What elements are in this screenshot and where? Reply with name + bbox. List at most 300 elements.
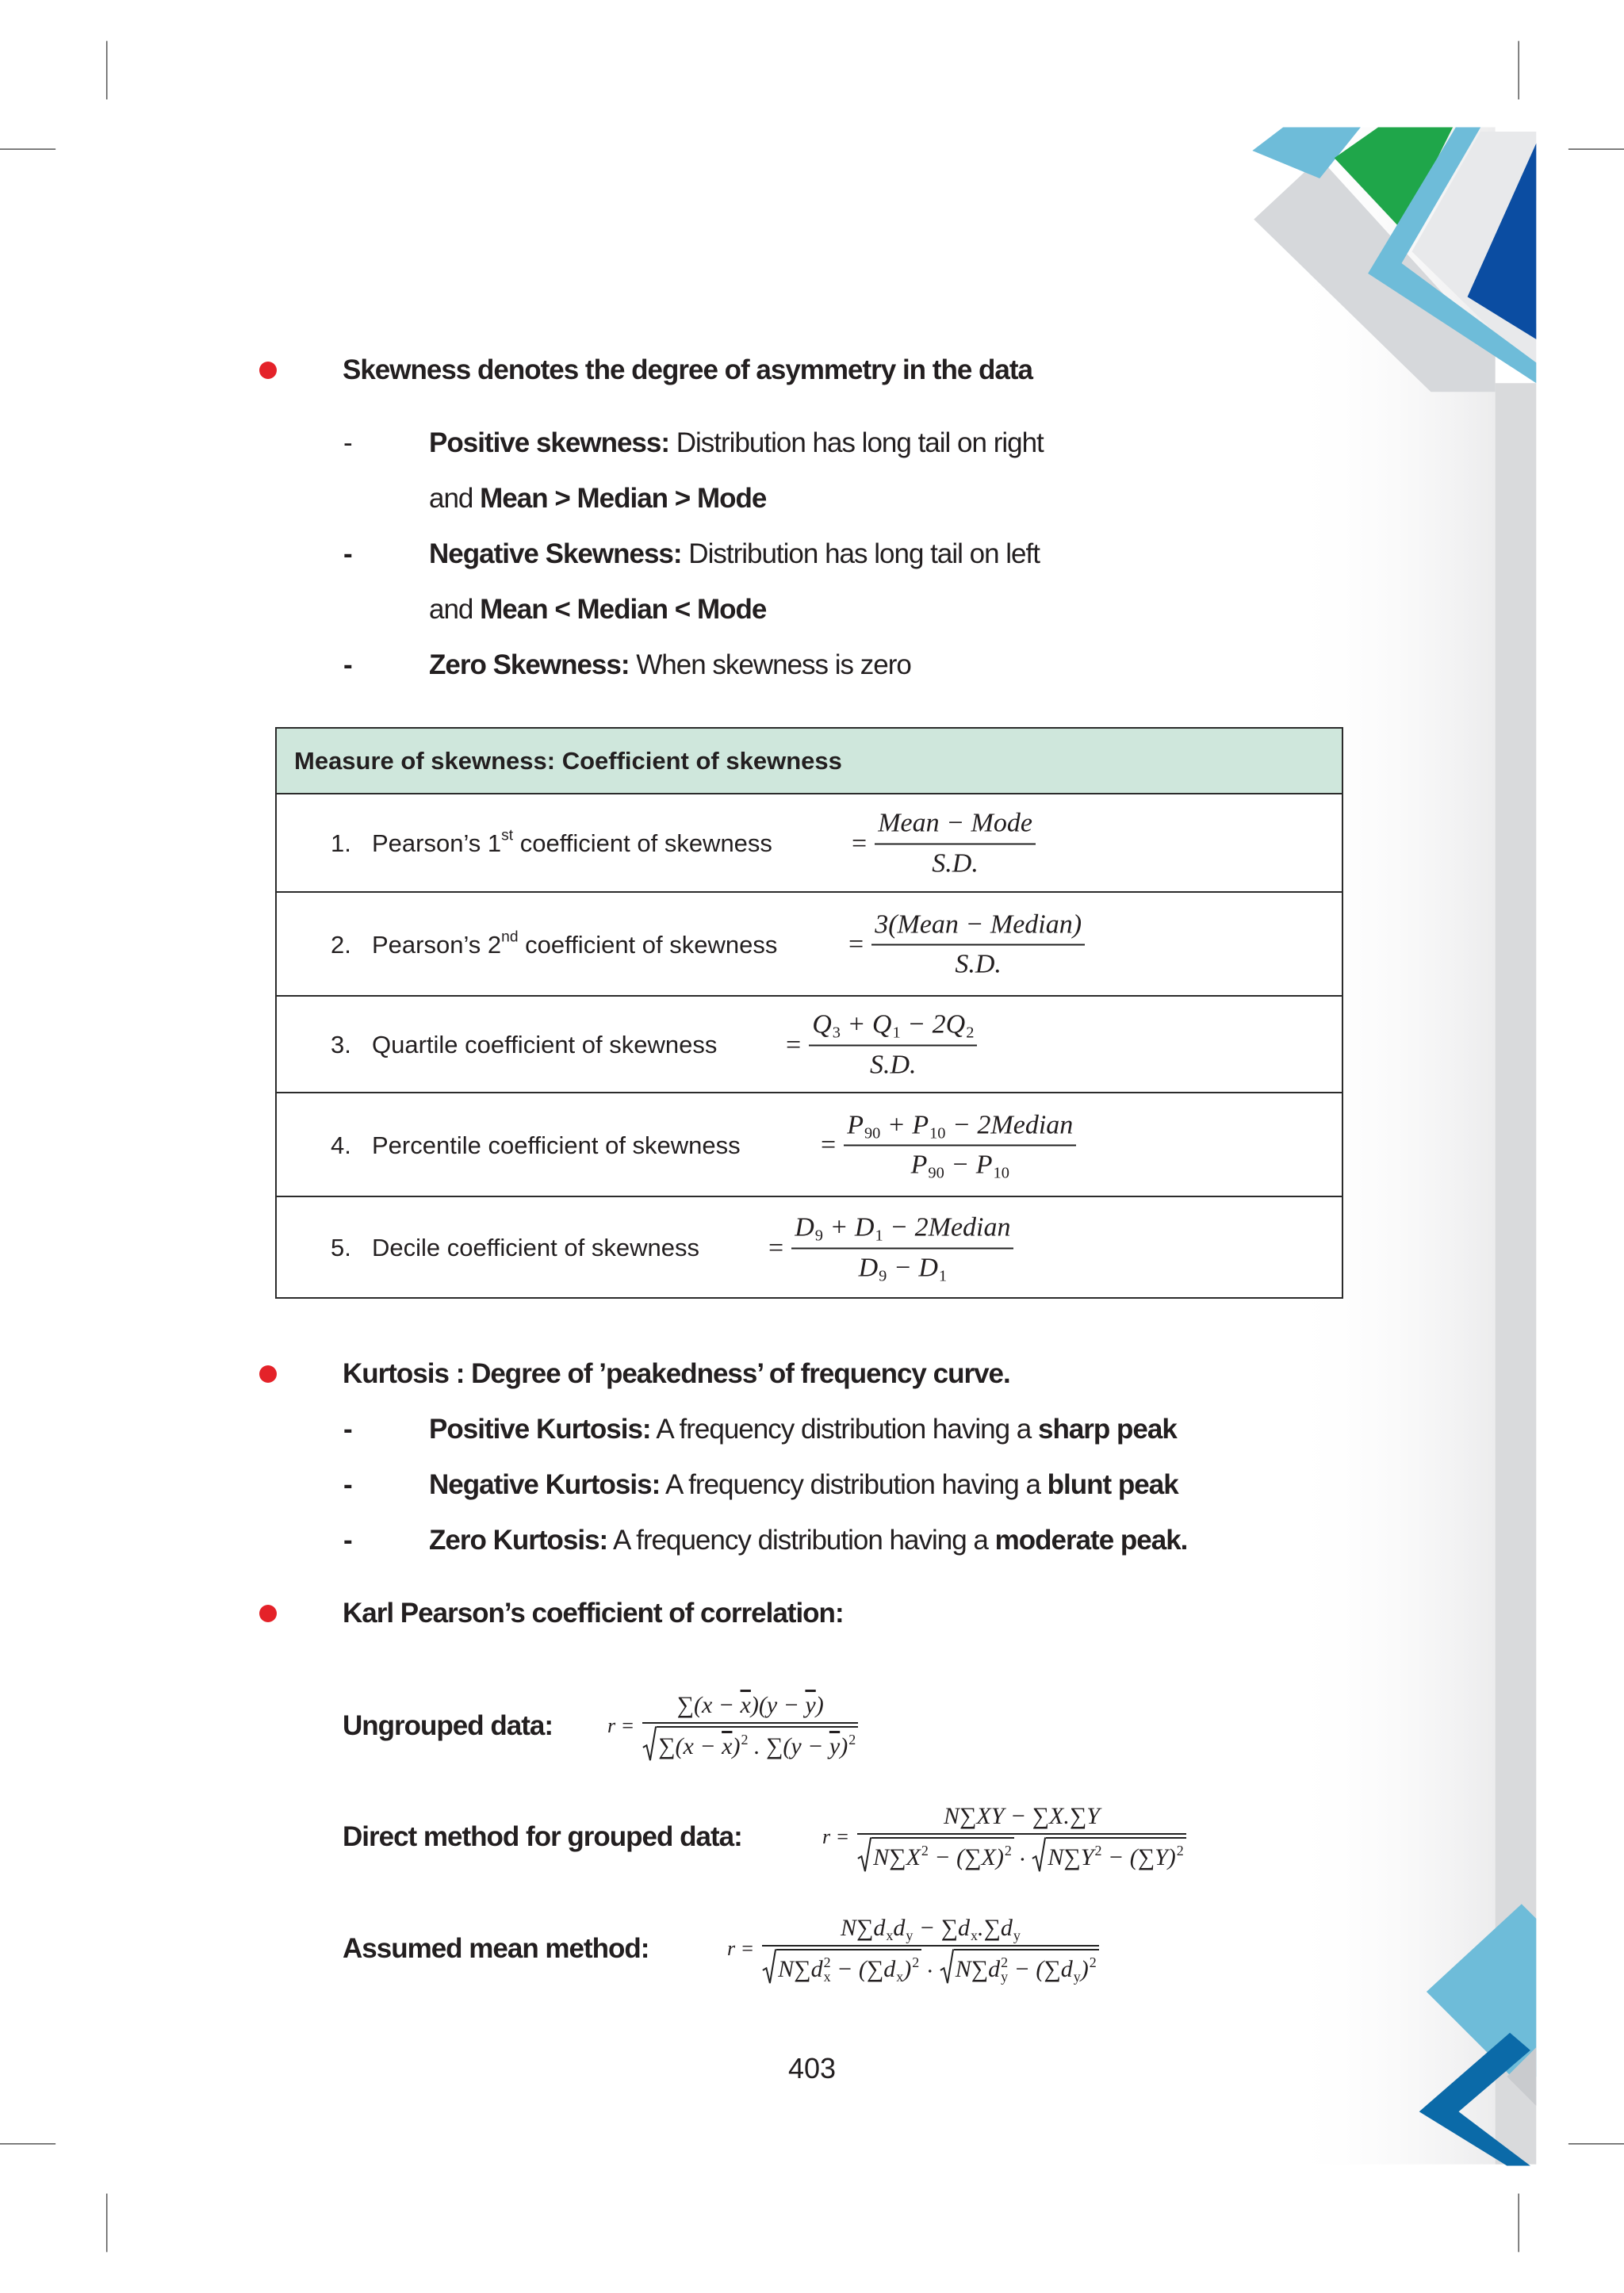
formula-symbol — [872, 1009, 901, 1043]
formula-text: ∑(x − — [676, 1691, 741, 1718]
formula-subscript: 90 — [928, 1164, 944, 1182]
formula-subscript: x — [896, 1968, 904, 1985]
formula-superscript — [879, 1252, 887, 1268]
formula-base: d — [1060, 1956, 1073, 1983]
formula-subscript: x — [886, 1927, 894, 1943]
formula-superscript: 2 — [1001, 1954, 1009, 1970]
kurtosis-heading: Kurtosis : Degree of ’peakedness’ of frequency curve. — [343, 1358, 1010, 1389]
table-row — [277, 1196, 1342, 1299]
formula-superscript: 2 — [848, 1731, 856, 1748]
formula-subscript — [1177, 1858, 1184, 1872]
formula-scripts — [875, 1212, 883, 1244]
table-row — [277, 793, 1342, 893]
row-name-superscript: st — [501, 827, 514, 844]
formula-base: Y — [1080, 1844, 1094, 1871]
fraction-numerator — [875, 807, 1036, 844]
formula-base: d — [810, 1956, 823, 1983]
formula-superscript: 2 — [823, 1954, 831, 1970]
formula-subscript: 9 — [879, 1267, 887, 1285]
formula-scripts — [929, 1109, 945, 1142]
item-text: Distribution has long tail on right — [676, 427, 1044, 458]
formula-lhs: r = — [822, 1825, 850, 1848]
item-text: When skewness is zero — [636, 649, 911, 680]
formula-text: 3(Mean − Median) — [875, 909, 1082, 939]
formula-symbol — [812, 1009, 841, 1043]
formula — [642, 1690, 858, 1763]
formula-symbol — [1081, 1954, 1097, 1985]
formula-base: Q — [812, 1009, 832, 1039]
formula-base: D — [795, 1212, 814, 1242]
formula-subscript: x — [823, 1968, 831, 1985]
formula-symbol — [722, 1731, 732, 1762]
formula-text: + — [880, 1110, 913, 1139]
formula-subscript — [1005, 1858, 1012, 1872]
formula-text: N∑ — [955, 1956, 989, 1983]
table-header — [277, 729, 1342, 793]
formula-text: − 2Median — [883, 1212, 1011, 1242]
equals-sign: = — [768, 1233, 784, 1262]
formula-text: N∑ — [1048, 1844, 1081, 1871]
formula-base: $\overline{y}$ — [805, 1691, 816, 1718]
formula — [809, 1009, 977, 1082]
formula-text: − — [944, 1150, 976, 1180]
formula-text: ∑(x − — [658, 1733, 722, 1760]
formula-scripts — [1074, 1955, 1081, 1984]
formula-superscript: 2 — [1004, 1842, 1012, 1859]
formula-root — [857, 1837, 1014, 1873]
formula-text: N∑XY − ∑X.∑Y — [944, 1802, 1100, 1829]
formula-text: . — [921, 1951, 940, 1978]
radical-sign — [940, 1949, 954, 1985]
row-name-rest: coefficient of skewness — [519, 829, 772, 857]
page-number: 403 — [787, 2052, 837, 2084]
assumed-mean-formula — [727, 1893, 1099, 2004]
item-label: Negative Skewness: — [429, 538, 682, 569]
correlation-heading: Karl Pearson’s coefficient of correlation: — [343, 1598, 844, 1629]
row-number: 4. — [331, 1131, 351, 1159]
formula-scripts — [886, 1914, 893, 1943]
row-formula — [786, 1009, 977, 1082]
positive-skewness-item — [429, 426, 1044, 461]
item-label: Positive skewness: — [429, 427, 669, 458]
dash: - — [343, 649, 352, 680]
item-emphasis: blunt peak — [1047, 1469, 1178, 1500]
radical-sign — [642, 1726, 657, 1762]
formula-symbol — [903, 1954, 919, 1985]
formula-superscript — [896, 1955, 903, 1970]
zero-kurtosis-item — [429, 1523, 1187, 1558]
formula-subscript: y — [1073, 1968, 1081, 1985]
formula-radicand — [954, 1949, 1099, 1985]
formula-subscript: 90 — [864, 1124, 881, 1143]
formula-symbol — [918, 1251, 947, 1285]
row-formula — [768, 1212, 1013, 1285]
fraction-denominator — [844, 1145, 1076, 1183]
formula-text: − 2 — [900, 1009, 946, 1039]
formula-symbol — [893, 1913, 913, 1943]
formula — [762, 1913, 1099, 1985]
row-formula — [821, 1108, 1076, 1182]
formula-text: )(y − — [750, 1691, 806, 1718]
formula — [857, 1801, 1186, 1874]
formula-superscript — [929, 1109, 945, 1125]
formula-subscript: y — [906, 1927, 914, 1943]
relation-text: Mean > Median > Mode — [480, 483, 767, 514]
formula-base: Q — [871, 1009, 892, 1039]
negative-skewness-relation — [429, 592, 766, 627]
formula-base: P — [910, 1150, 928, 1180]
equals-sign: = — [852, 829, 868, 858]
formula-text: − (∑Y — [1101, 1844, 1168, 1871]
ungrouped-formula — [607, 1671, 858, 1782]
formula-base: d — [958, 1914, 971, 1941]
formula-superscript — [886, 1914, 893, 1928]
fraction — [857, 1801, 1186, 1874]
formula-symbol — [911, 1149, 944, 1183]
formula-base: ) — [840, 1733, 848, 1760]
formula-symbol — [795, 1212, 823, 1246]
formula-superscript: 2 — [921, 1842, 929, 1859]
row-name: Decile coefficient of skewness — [372, 1234, 699, 1261]
row-label — [331, 1234, 699, 1262]
formula-superscript — [966, 1009, 974, 1024]
dash: - — [343, 1469, 352, 1500]
formula-scripts — [864, 1109, 880, 1142]
assumed-mean-label: Assumed mean method: — [343, 1933, 649, 1964]
and-text: and — [429, 594, 473, 625]
formula-superscript — [892, 1009, 900, 1024]
row-name: Percentile coefficient of skewness — [372, 1131, 741, 1159]
formula-subscript: 1 — [892, 1024, 901, 1042]
formula-symbol — [883, 1954, 903, 1985]
formula-text: . — [1013, 1839, 1032, 1866]
formula-symbol — [847, 1108, 880, 1143]
formula-base: d — [883, 1956, 896, 1983]
equals-sign: = — [786, 1030, 802, 1059]
formula-base: $\overline{y}$ — [829, 1733, 841, 1760]
formula-text: N∑ — [778, 1956, 811, 1983]
formula-symbol — [906, 1842, 929, 1873]
formula-superscript — [1074, 1955, 1081, 1970]
relation-text: Mean < Median < Mode — [480, 594, 767, 625]
fraction-denominator — [762, 1945, 1099, 1985]
formula-scripts — [994, 1149, 1009, 1181]
formula-radicand — [871, 1837, 1014, 1873]
radical-sign — [857, 1837, 871, 1873]
formula-superscript — [875, 1212, 883, 1227]
item-label: Positive Kurtosis: — [429, 1414, 651, 1445]
formula-symbol — [859, 1251, 887, 1285]
formula-superscript — [928, 1149, 944, 1165]
formula-text: N∑ — [873, 1844, 906, 1871]
formula-scripts — [1013, 1914, 1021, 1943]
dash: - — [343, 1525, 352, 1556]
bullet-dot — [259, 362, 277, 379]
formula-scripts — [1090, 1955, 1097, 1984]
item-text: A frequency distribution having a — [613, 1525, 988, 1556]
equals-sign: = — [848, 929, 864, 959]
formula-symbol — [996, 1842, 1012, 1873]
bullet-dot — [259, 1605, 277, 1622]
row-name: Pearson’s 2 — [372, 930, 502, 959]
formula-superscript — [833, 1009, 841, 1024]
row-name-superscript: nd — [501, 928, 519, 946]
formula-symbol — [732, 1731, 748, 1762]
row-formula — [852, 807, 1036, 881]
formula-lhs: r = — [727, 1937, 755, 1960]
formula-subscript: x — [971, 1927, 979, 1943]
formula-symbol — [958, 1913, 978, 1943]
formula — [875, 807, 1036, 881]
formula-symbol — [1061, 1954, 1081, 1985]
formula-scripts — [879, 1252, 887, 1284]
row-label — [331, 1131, 741, 1160]
fraction — [809, 1009, 977, 1082]
formula-scripts — [971, 1914, 978, 1943]
formula-text: − (∑X — [928, 1844, 996, 1871]
formula-text: − (∑ — [1008, 1956, 1061, 1983]
fraction-numerator — [940, 1801, 1103, 1834]
formula-text: S.D. — [870, 1050, 917, 1079]
fraction-numerator — [791, 1212, 1013, 1248]
fraction — [642, 1690, 858, 1763]
formula-symbol — [976, 1149, 1009, 1183]
formula-subscript: y — [1013, 1927, 1021, 1943]
table-row — [277, 1092, 1342, 1197]
item-label: Zero Kurtosis: — [429, 1525, 608, 1556]
fraction-numerator — [809, 1009, 977, 1045]
formula-scripts — [824, 1955, 831, 1984]
formula-text: + — [840, 1009, 872, 1039]
formula-scripts — [896, 1955, 903, 1984]
fraction-denominator — [871, 944, 1085, 982]
formula-subscript: y — [1001, 1968, 1009, 1985]
formula-root — [940, 1949, 1099, 1985]
formula-symbol — [912, 1108, 945, 1143]
fraction-denominator — [642, 1722, 858, 1762]
skewness-heading: Skewness denotes the degree of asymmetry in the data — [343, 354, 1032, 385]
formula-scripts — [892, 1009, 900, 1041]
formula-subscript: 1 — [938, 1267, 948, 1285]
formula-text: + — [822, 1212, 855, 1242]
formula-base: $\overline{x}$ — [722, 1733, 733, 1760]
fraction-denominator — [857, 1833, 1186, 1873]
formula-text: .∑ — [978, 1914, 1001, 1941]
equals-sign: = — [821, 1130, 837, 1160]
row-number: 1. — [331, 829, 351, 857]
bullet-dot — [259, 1365, 277, 1383]
formula — [871, 908, 1085, 982]
formula-superscript — [1013, 1914, 1021, 1928]
formula-base: ) — [995, 1844, 1004, 1871]
formula-subscript — [1090, 1970, 1097, 1984]
formula-radicand — [776, 1949, 921, 1985]
formula-superscript: 2 — [1094, 1842, 1102, 1859]
positive-skewness-relation — [429, 481, 766, 516]
formula-symbol — [988, 1954, 1008, 1985]
formula-text: − (∑ — [830, 1956, 884, 1983]
formula-symbol — [1001, 1913, 1021, 1943]
formula-scripts — [815, 1212, 823, 1244]
formula-superscript: 2 — [1176, 1842, 1184, 1859]
fraction-numerator — [844, 1108, 1076, 1145]
formula-scripts — [1177, 1843, 1184, 1872]
formula-base: D — [854, 1212, 875, 1242]
formula — [844, 1108, 1076, 1182]
formula-symbol — [855, 1212, 883, 1246]
negative-kurtosis-item — [429, 1468, 1178, 1503]
zero-skewness-item — [429, 648, 911, 683]
formula-base: ) — [1167, 1844, 1176, 1871]
formula-base: P — [912, 1110, 929, 1139]
formula-text: ) — [815, 1691, 824, 1718]
row-label — [331, 928, 778, 959]
item-emphasis: sharp peak — [1038, 1414, 1177, 1445]
direct-method-formula — [822, 1782, 1186, 1893]
formula-base: P — [847, 1110, 864, 1139]
and-text: and — [429, 483, 473, 514]
formula-text: N∑ — [840, 1914, 874, 1941]
radical-sign — [1032, 1837, 1046, 1873]
formula-text: − — [887, 1253, 919, 1282]
formula-base: d — [873, 1914, 886, 1941]
item-label: Negative Kurtosis: — [429, 1469, 661, 1500]
formula-superscript: 2 — [912, 1954, 920, 1970]
fraction-numerator — [837, 1913, 1024, 1946]
formula-scripts — [921, 1843, 929, 1872]
formula-root — [1032, 1837, 1185, 1873]
formula-superscript — [994, 1149, 1009, 1165]
positive-kurtosis-item — [429, 1412, 1177, 1447]
formula-text: Mean − Mode — [878, 808, 1032, 838]
formula-base: X — [906, 1844, 921, 1871]
formula-scripts — [939, 1252, 947, 1284]
dash: - — [343, 1414, 352, 1445]
formula-symbol — [741, 1690, 751, 1721]
formula-subscript: 9 — [814, 1227, 823, 1245]
row-name: Pearson’s 1 — [372, 829, 502, 857]
negative-skewness-item — [429, 537, 1040, 572]
formula-base: d — [1000, 1914, 1013, 1941]
formula-superscript — [939, 1252, 947, 1268]
formula-root — [762, 1949, 921, 1985]
formula-superscript: 2 — [741, 1731, 749, 1748]
fraction-denominator — [791, 1247, 1013, 1285]
formula-symbol — [840, 1731, 856, 1762]
formula-radicand — [1046, 1837, 1185, 1873]
row-name: Quartile coefficient of skewness — [372, 1031, 718, 1058]
formula-superscript — [815, 1212, 823, 1227]
formula-lhs: r = — [607, 1714, 635, 1737]
formula-scripts — [848, 1732, 856, 1761]
formula — [791, 1212, 1013, 1285]
formula-symbol — [829, 1731, 840, 1762]
fraction-numerator — [674, 1690, 827, 1723]
formula-base: P — [975, 1150, 993, 1180]
ungrouped-data-label: Ungrouped data: — [343, 1710, 553, 1741]
formula-subscript — [921, 1858, 929, 1872]
formula-superscript — [971, 1914, 978, 1928]
fraction — [844, 1108, 1076, 1182]
formula-root — [642, 1726, 858, 1762]
row-name-rest: coefficient of skewness — [525, 930, 778, 959]
fraction — [762, 1913, 1099, 1985]
row-number: 2. — [331, 930, 351, 959]
formula-symbol — [946, 1009, 975, 1043]
formula-base: d — [893, 1914, 906, 1941]
formula-text: . ∑(y − — [748, 1733, 829, 1760]
dash: - — [343, 427, 352, 458]
formula-base: ) — [1080, 1956, 1089, 1983]
formula-scripts — [833, 1009, 841, 1041]
formula-base: D — [858, 1253, 879, 1282]
formula-symbol — [811, 1954, 831, 1985]
item-text: A frequency distribution having a — [656, 1414, 1032, 1445]
formula-text: − 2Median — [945, 1110, 1074, 1139]
fraction — [871, 908, 1085, 982]
item-label: Zero Skewness: — [429, 649, 630, 680]
item-text: Distribution has long tail on left — [688, 538, 1040, 569]
direct-method-label: Direct method for grouped data: — [343, 1821, 742, 1852]
item-text: A frequency distribution having a — [665, 1469, 1040, 1500]
formula-text: S.D. — [955, 949, 1002, 979]
fraction-numerator — [871, 908, 1085, 944]
row-label — [331, 829, 772, 858]
formula-subscript — [912, 1970, 919, 1984]
skewness-table — [275, 727, 1343, 1299]
dash: - — [343, 538, 352, 569]
fraction — [791, 1212, 1013, 1285]
formula-scripts — [966, 1009, 974, 1041]
formula-text: − ∑ — [913, 1914, 959, 1941]
row-label — [331, 1031, 717, 1059]
table-header-text: Measure of skewness: Coefficient of skewness — [294, 747, 842, 775]
formula-symbol — [805, 1690, 815, 1721]
formula-symbol — [873, 1913, 893, 1943]
row-formula — [848, 908, 1085, 982]
fraction-denominator — [809, 1044, 977, 1082]
row-number: 5. — [331, 1234, 351, 1261]
formula-base: ) — [903, 1956, 912, 1983]
table-row — [277, 995, 1342, 1093]
formula-scripts — [928, 1149, 944, 1181]
formula-subscript — [848, 1747, 856, 1761]
formula-subscript: 3 — [832, 1024, 841, 1042]
formula-radicand — [657, 1726, 858, 1762]
radical-sign — [762, 1949, 776, 1985]
fraction-denominator — [875, 843, 1036, 881]
formula-subscript: 2 — [966, 1024, 975, 1042]
formula-base: Q — [945, 1009, 966, 1039]
formula-base: $\overline{x}$ — [740, 1691, 751, 1718]
row-number: 3. — [331, 1031, 351, 1058]
formula-subscript: 10 — [929, 1124, 946, 1143]
formula-base: d — [988, 1956, 1001, 1983]
formula-superscript — [864, 1109, 880, 1125]
formula-text: S.D. — [932, 848, 979, 878]
formula-subscript: 10 — [993, 1164, 1009, 1182]
right-gray-bar — [1496, 383, 1537, 2164]
formula-superscript: 2 — [1089, 1954, 1097, 1970]
item-emphasis: moderate peak. — [994, 1525, 1188, 1556]
formula-base: ) — [732, 1733, 741, 1760]
table-row — [277, 891, 1342, 997]
fraction — [875, 807, 1036, 881]
formula-symbol — [1081, 1842, 1102, 1873]
formula-scripts — [1005, 1843, 1012, 1872]
formula-base: D — [918, 1253, 938, 1282]
formula-symbol — [1168, 1842, 1184, 1873]
